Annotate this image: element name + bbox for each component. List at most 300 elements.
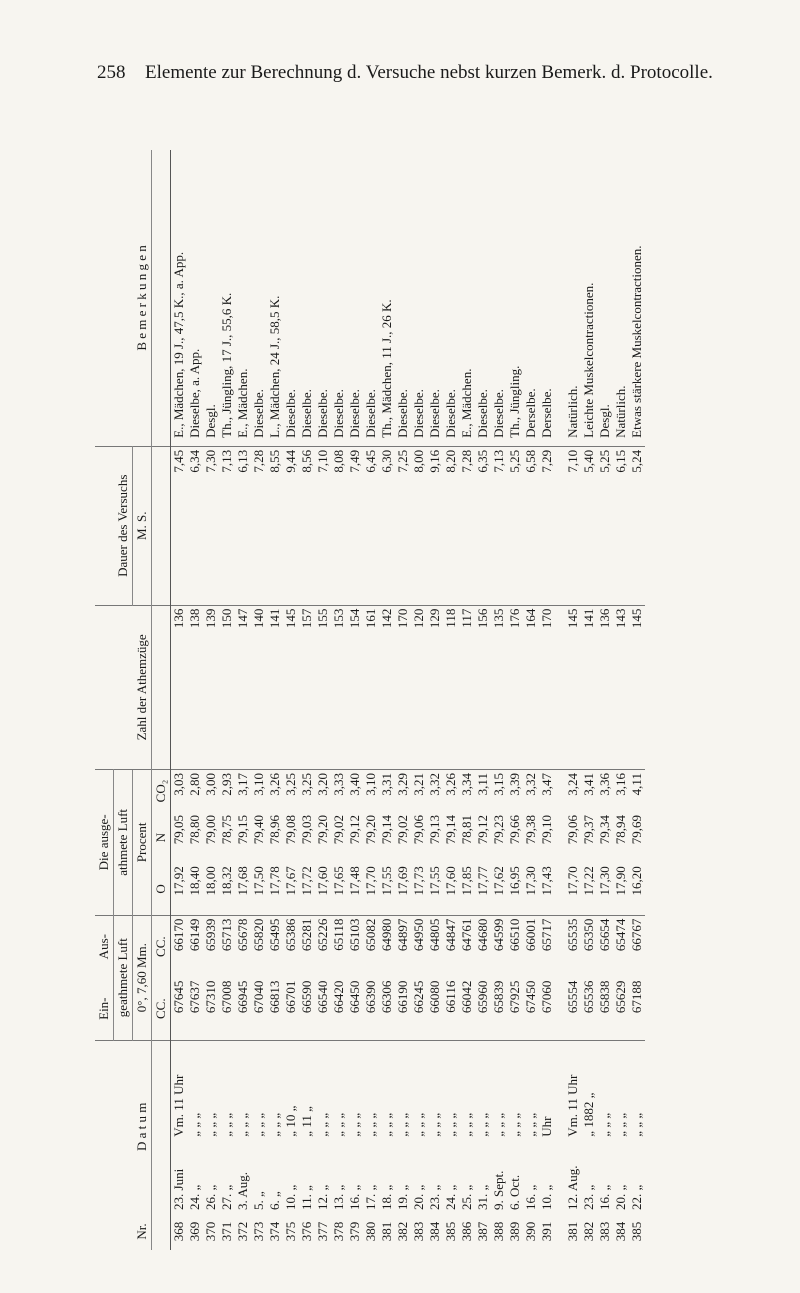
cell-dauer: 7,13 bbox=[219, 446, 235, 605]
cell-ein: 65629 bbox=[613, 978, 629, 1041]
cell-time: Uhr bbox=[539, 1116, 554, 1137]
cell-o: 17,55 bbox=[379, 863, 395, 915]
cell-n: 78,94 bbox=[613, 815, 628, 845]
cell-dauer: 7,28 bbox=[459, 446, 475, 605]
cell-o: 17,92 bbox=[171, 863, 188, 915]
cell-date bbox=[555, 1140, 565, 1213]
cell-nr: 389 bbox=[507, 1221, 522, 1242]
cell-dauer: 7,49 bbox=[347, 446, 363, 605]
cell-remark: Dieselbe. bbox=[475, 150, 491, 446]
cell-ein: 66190 bbox=[395, 978, 411, 1041]
cell-zahl: 153 bbox=[331, 605, 347, 769]
cell-date: 11. „ bbox=[299, 1185, 314, 1210]
cell-aus: 65654 bbox=[597, 918, 612, 952]
cell-date: 23. „ bbox=[427, 1184, 442, 1210]
cell-aus: 65678 bbox=[235, 918, 250, 952]
cell-n: 79,02 bbox=[331, 815, 346, 845]
cell-co2: 3,31 bbox=[379, 773, 394, 796]
cell-zahl: 145 bbox=[565, 605, 581, 769]
cell-remark: Dieselbe. bbox=[427, 150, 443, 446]
cell-date: 18. „ bbox=[379, 1184, 394, 1210]
cell-ein: 67060 bbox=[539, 978, 555, 1041]
cell-zahl: 118 bbox=[443, 605, 459, 769]
cell-zahl: 117 bbox=[459, 605, 475, 769]
cell-remark: Derselbe. bbox=[539, 150, 555, 446]
cell-ein: 65536 bbox=[581, 978, 597, 1041]
table-row bbox=[347, 150, 363, 1250]
cell-ein: 66390 bbox=[363, 978, 379, 1041]
cell-o: 17,60 bbox=[443, 863, 459, 915]
cell-remark: Leichte Muskelcontractionen. bbox=[581, 150, 597, 446]
cell-remark: Dieselbe. bbox=[395, 150, 411, 446]
cell-nr: 369 bbox=[187, 1221, 202, 1242]
cell-n: 79,15 bbox=[235, 815, 250, 845]
cell-n: 79,00 bbox=[203, 815, 218, 845]
cell-zahl: 157 bbox=[299, 605, 315, 769]
cell-o: 17,67 bbox=[283, 863, 299, 915]
col-zahl: Zahl der Athemzüge bbox=[95, 605, 152, 769]
cell-aus: 65118 bbox=[331, 918, 346, 951]
cell-date: 10. „ bbox=[283, 1184, 298, 1210]
cell-zahl: 140 bbox=[251, 605, 267, 769]
cell-aus: 65226 bbox=[315, 918, 330, 952]
col-athmete-luft: athmete Luft bbox=[114, 770, 133, 916]
cell-zahl: 138 bbox=[187, 605, 203, 769]
col-n: N bbox=[152, 812, 171, 863]
cell-nr: 374 bbox=[267, 1221, 282, 1242]
cell-n: 79,08 bbox=[283, 815, 298, 845]
cell-o: 17,70 bbox=[565, 863, 581, 915]
cell-dauer: 7,25 bbox=[395, 446, 411, 605]
cell-o bbox=[555, 863, 565, 915]
cell-ein: 67188 bbox=[629, 978, 645, 1041]
cell-dauer: 5,40 bbox=[581, 446, 597, 605]
page-number: 258 bbox=[97, 62, 126, 83]
table-row bbox=[597, 150, 613, 1250]
cell-date: 17. „ bbox=[363, 1184, 378, 1210]
cell-aus: 64761 bbox=[459, 918, 474, 952]
cell-nr: 373 bbox=[251, 1221, 266, 1242]
cell-time: „ „ „ bbox=[267, 1112, 282, 1137]
col-geathmete-luft: geathmete Luft bbox=[114, 915, 133, 1040]
cell-n bbox=[555, 812, 565, 863]
cell-dauer: 6,58 bbox=[523, 446, 539, 605]
col-ein: Ein- bbox=[95, 978, 114, 1041]
cell-nr: 372 bbox=[235, 1221, 250, 1242]
cell-co2: 3,36 bbox=[597, 773, 612, 796]
cell-dauer: 7,10 bbox=[315, 446, 331, 605]
cell-aus: 66149 bbox=[187, 918, 202, 952]
cell-aus: 65082 bbox=[363, 918, 378, 952]
cell-o: 17,65 bbox=[331, 863, 347, 915]
cell-date: 26. „ bbox=[203, 1184, 218, 1210]
cell-n: 79,14 bbox=[379, 815, 394, 845]
cell-time: „ 10 „ bbox=[283, 1105, 298, 1137]
cell-nr: 387 bbox=[475, 1221, 490, 1242]
cell-co2: 3,26 bbox=[267, 773, 282, 796]
cell-aus: 65103 bbox=[347, 918, 362, 952]
cell-aus: 64680 bbox=[475, 918, 490, 952]
cell-aus: 65281 bbox=[299, 918, 314, 952]
cell-o: 17,50 bbox=[251, 863, 267, 915]
cell-n: 79,37 bbox=[581, 815, 596, 845]
cell-time: „ „ „ bbox=[235, 1112, 250, 1137]
page-header bbox=[0, 62, 800, 94]
table-row bbox=[171, 150, 188, 1250]
table-row bbox=[363, 150, 379, 1250]
cell-n: 78,80 bbox=[187, 815, 202, 845]
cell-co2: 3,40 bbox=[347, 773, 362, 796]
cell-zahl: 161 bbox=[363, 605, 379, 769]
cell-zahl: 143 bbox=[613, 605, 629, 769]
cell-time: „ „ „ bbox=[475, 1112, 490, 1137]
cell-zahl: 170 bbox=[395, 605, 411, 769]
cell-time: „ „ „ bbox=[597, 1112, 612, 1137]
running-title: Elemente zur Berechnung d. Versuche nebst kurzen Bemerk. d. Protocolle. bbox=[145, 62, 713, 83]
cell-time: „ „ „ bbox=[507, 1112, 522, 1137]
cell-co2: 3,32 bbox=[523, 773, 538, 796]
cell-dauer: 7,30 bbox=[203, 446, 219, 605]
table-row bbox=[539, 150, 555, 1250]
cell-remark: Desgl. bbox=[203, 150, 219, 446]
cell-remark: Dieselbe, a. App. bbox=[187, 150, 203, 446]
cell-o: 17,22 bbox=[581, 863, 597, 915]
cell-nr: 390 bbox=[523, 1221, 538, 1242]
cell-zahl: 164 bbox=[523, 605, 539, 769]
cell-nr: 370 bbox=[203, 1221, 218, 1242]
cell-co2: 3,17 bbox=[235, 773, 250, 796]
cell-remark: Th., Mädchen, 11 J., 26 K. bbox=[379, 150, 395, 446]
cell-date: 16. „ bbox=[597, 1184, 612, 1210]
table-row bbox=[629, 150, 645, 1250]
cell-dauer: 8,55 bbox=[267, 446, 283, 605]
col-cc-ein: CC. bbox=[152, 978, 171, 1041]
cell-o: 17,62 bbox=[491, 863, 507, 915]
cell-o: 17,43 bbox=[539, 863, 555, 915]
cell-zahl: 155 bbox=[315, 605, 331, 769]
cell-n: 79,10 bbox=[539, 815, 554, 845]
cell-nr: 379 bbox=[347, 1221, 362, 1242]
cell-ein bbox=[555, 978, 565, 1041]
cell-nr: 381 bbox=[379, 1221, 394, 1242]
cell-dauer: 6,45 bbox=[363, 446, 379, 605]
cell-aus bbox=[555, 915, 565, 978]
cell-nr: 383 bbox=[597, 1221, 612, 1242]
cell-nr: 376 bbox=[299, 1221, 314, 1242]
cell-time bbox=[555, 1040, 565, 1140]
cell-nr: 384 bbox=[427, 1221, 442, 1242]
cell-aus: 66510 bbox=[507, 918, 522, 952]
cell-ein: 66306 bbox=[379, 978, 395, 1041]
cell-date: 23. Juni bbox=[171, 1168, 186, 1210]
cell-zahl: 145 bbox=[283, 605, 299, 769]
cell-nr: 368 bbox=[171, 1221, 186, 1242]
cell-co2: 3,10 bbox=[251, 773, 266, 796]
cell-zahl: 141 bbox=[581, 605, 597, 769]
cell-co2: 3,47 bbox=[539, 773, 554, 796]
col-die-ausgeathmete: Die ausge- bbox=[95, 770, 114, 916]
cell-nr: 382 bbox=[581, 1221, 596, 1242]
cell-o: 18,32 bbox=[219, 863, 235, 915]
cell-o: 18,40 bbox=[187, 863, 203, 915]
cell-time: „ „ „ bbox=[347, 1112, 362, 1137]
cell-date: 12. „ bbox=[315, 1184, 330, 1210]
cell-aus: 65535 bbox=[565, 918, 580, 952]
cell-date: 24. „ bbox=[443, 1184, 458, 1210]
cell-ein: 66540 bbox=[315, 978, 331, 1041]
cell-date: 12. Aug. bbox=[565, 1165, 580, 1210]
cell-co2: 3,32 bbox=[427, 773, 442, 796]
cell-date: 23. „ bbox=[581, 1184, 596, 1210]
cell-o: 17,55 bbox=[427, 863, 443, 915]
cell-time: „ „ „ bbox=[331, 1112, 346, 1137]
col-temp: 0°, 7,60 Mm. bbox=[133, 915, 152, 1040]
cell-n: 79,13 bbox=[427, 815, 442, 845]
col-datum: D a t u m bbox=[95, 1040, 152, 1213]
cell-nr: 385 bbox=[443, 1221, 458, 1242]
cell-time: „ „ „ bbox=[203, 1112, 218, 1137]
cell-time: „ „ „ bbox=[491, 1112, 506, 1137]
cell-n: 78,75 bbox=[219, 815, 234, 845]
table-row bbox=[581, 150, 597, 1250]
cell-time: „ „ „ bbox=[251, 1112, 266, 1137]
cell-remark: Dieselbe. bbox=[411, 150, 427, 446]
cell-zahl: 150 bbox=[219, 605, 235, 769]
cell-remark: E., Mädchen, 19 J., 47,5 K., a. App. bbox=[171, 150, 188, 446]
cell-zahl: 135 bbox=[491, 605, 507, 769]
cell-co2: 3,34 bbox=[459, 773, 474, 796]
cell-n: 79,23 bbox=[491, 815, 506, 845]
cell-o: 16,95 bbox=[507, 863, 523, 915]
cell-n: 78,96 bbox=[267, 815, 282, 845]
cell-aus: 65939 bbox=[203, 918, 218, 952]
cell-date: 19. „ bbox=[395, 1184, 410, 1210]
cell-o: 17,30 bbox=[597, 863, 613, 915]
cell-ein: 65960 bbox=[475, 978, 491, 1041]
cell-co2: 3,26 bbox=[443, 773, 458, 796]
cell-aus: 66170 bbox=[171, 918, 186, 952]
cell-n: 79,38 bbox=[523, 815, 538, 845]
table-row bbox=[315, 150, 331, 1250]
cell-ein: 65838 bbox=[597, 978, 613, 1041]
cell-aus: 65350 bbox=[581, 918, 596, 952]
cell-time: „ „ „ bbox=[443, 1112, 458, 1137]
cell-aus: 64980 bbox=[379, 918, 394, 952]
cell-remark: Dieselbe. bbox=[283, 150, 299, 446]
cell-time: „ 11 „ bbox=[299, 1106, 314, 1137]
cell-time: „ „ „ bbox=[629, 1112, 644, 1137]
table-row bbox=[219, 150, 235, 1250]
cell-n: 79,03 bbox=[299, 815, 314, 845]
cell-time: „ „ „ bbox=[411, 1112, 426, 1137]
cell-date: 3. Aug. bbox=[235, 1172, 250, 1210]
cell-n: 78,81 bbox=[459, 815, 474, 845]
table-row bbox=[331, 150, 347, 1250]
table-row bbox=[507, 150, 523, 1250]
cell-ein: 67925 bbox=[507, 978, 523, 1041]
cell-time: „ „ „ bbox=[219, 1112, 234, 1137]
cell-remark: Natürlich. bbox=[613, 150, 629, 446]
cell-aus: 66001 bbox=[523, 918, 538, 952]
cell-ein: 66813 bbox=[267, 978, 283, 1041]
cell-ein: 67040 bbox=[251, 978, 267, 1041]
cell-ein: 67008 bbox=[219, 978, 235, 1041]
cell-dauer: 8,00 bbox=[411, 446, 427, 605]
cell-zahl: 147 bbox=[235, 605, 251, 769]
table-row bbox=[411, 150, 427, 1250]
cell-aus: 64599 bbox=[491, 918, 506, 952]
cell-date: 20. „ bbox=[411, 1184, 426, 1210]
cell-co2: 3,29 bbox=[395, 773, 410, 796]
cell-remark bbox=[555, 150, 565, 446]
cell-co2: 3,00 bbox=[203, 773, 218, 796]
table-row bbox=[203, 150, 219, 1250]
cell-o: 17,72 bbox=[299, 863, 315, 915]
cell-date: 25. „ bbox=[459, 1184, 474, 1210]
cell-date: 24. „ bbox=[187, 1184, 202, 1210]
cell-co2: 2,80 bbox=[187, 773, 202, 796]
table-row bbox=[395, 150, 411, 1250]
cell-date: 16. „ bbox=[347, 1184, 362, 1210]
cell-nr: 375 bbox=[283, 1221, 298, 1242]
cell-ein: 66450 bbox=[347, 978, 363, 1041]
cell-date: 20. „ bbox=[613, 1184, 628, 1210]
cell-o: 17,68 bbox=[235, 863, 251, 915]
cell-zahl: 129 bbox=[427, 605, 443, 769]
cell-remark: Desgl. bbox=[597, 150, 613, 446]
cell-n: 79,06 bbox=[411, 815, 426, 845]
cell-zahl: 136 bbox=[597, 605, 613, 769]
cell-co2: 3,21 bbox=[411, 773, 426, 796]
cell-nr: 382 bbox=[395, 1221, 410, 1242]
col-procent: Procent bbox=[133, 770, 152, 916]
cell-nr: 378 bbox=[331, 1221, 346, 1242]
cell-date: 27. „ bbox=[219, 1184, 234, 1210]
cell-nr: 381 bbox=[565, 1221, 580, 1242]
cell-co2: 3,11 bbox=[475, 773, 490, 796]
cell-time: „ „ „ bbox=[613, 1112, 628, 1137]
cell-zahl: 139 bbox=[203, 605, 219, 769]
cell-n: 79,66 bbox=[507, 815, 522, 845]
cell-co2: 3,15 bbox=[491, 773, 506, 796]
cell-time: „ „ „ bbox=[379, 1112, 394, 1137]
cell-co2: 3,33 bbox=[331, 773, 346, 796]
cell-n: 79,20 bbox=[315, 815, 330, 845]
col-bemerkungen: B e m e r k u n g e n bbox=[95, 150, 152, 446]
cell-aus: 64897 bbox=[395, 918, 410, 952]
cell-dauer: 9,44 bbox=[283, 446, 299, 605]
cell-co2: 3,41 bbox=[581, 773, 596, 796]
cell-ein: 66945 bbox=[235, 978, 251, 1041]
cell-co2: 3,39 bbox=[507, 773, 522, 796]
cell-date: 16. „ bbox=[523, 1184, 538, 1210]
cell-aus: 65474 bbox=[613, 918, 628, 952]
cell-date: 10. „ bbox=[539, 1184, 554, 1210]
cell-ein: 65839 bbox=[491, 978, 507, 1041]
col-cc-aus: CC. bbox=[152, 915, 171, 978]
cell-o: 17,69 bbox=[395, 863, 411, 915]
rotated-table bbox=[95, 150, 730, 1250]
table-row bbox=[427, 150, 443, 1250]
cell-co2: 3,16 bbox=[613, 773, 628, 796]
cell-aus: 65820 bbox=[251, 918, 266, 952]
cell-o: 17,70 bbox=[363, 863, 379, 915]
table-row bbox=[267, 150, 283, 1250]
cell-zahl: 170 bbox=[539, 605, 555, 769]
cell-time: „ „ „ bbox=[459, 1112, 474, 1137]
cell-zahl: 136 bbox=[171, 605, 188, 769]
cell-o: 17,85 bbox=[459, 863, 475, 915]
cell-dauer: 7,28 bbox=[251, 446, 267, 605]
table-row bbox=[555, 150, 565, 1250]
cell-remark: Dieselbe. bbox=[251, 150, 267, 446]
cell-remark: E., Mädchen. bbox=[459, 150, 475, 446]
col-dauer: Dauer des Versuchs bbox=[95, 446, 133, 605]
cell-o: 17,90 bbox=[613, 863, 629, 915]
cell-zahl: 176 bbox=[507, 605, 523, 769]
cell-date: 6. „ bbox=[267, 1191, 282, 1210]
col-ms: M. S. bbox=[133, 446, 152, 605]
cell-co2: 3,25 bbox=[299, 773, 314, 796]
table-row bbox=[613, 150, 629, 1250]
cell-ein: 66245 bbox=[411, 978, 427, 1041]
cell-dauer: 6,35 bbox=[475, 446, 491, 605]
cell-nr: 388 bbox=[491, 1221, 506, 1242]
cell-dauer: 8,08 bbox=[331, 446, 347, 605]
cell-nr: 385 bbox=[629, 1221, 644, 1242]
cell-co2: 3,20 bbox=[315, 773, 330, 796]
cell-time: „ „ „ bbox=[427, 1112, 442, 1137]
cell-dauer: 8,56 bbox=[299, 446, 315, 605]
cell-ein: 67450 bbox=[523, 978, 539, 1041]
table-row bbox=[565, 150, 581, 1250]
cell-co2 bbox=[555, 770, 565, 812]
cell-n: 79,14 bbox=[443, 815, 458, 845]
cell-remark: Th., Jüngling, 17 J., 55,6 K. bbox=[219, 150, 235, 446]
cell-dauer: 6,34 bbox=[187, 446, 203, 605]
cell-dauer: 5,25 bbox=[507, 446, 523, 605]
cell-remark: Dieselbe. bbox=[347, 150, 363, 446]
cell-dauer: 7,45 bbox=[171, 446, 188, 605]
cell-dauer: 6,15 bbox=[613, 446, 629, 605]
cell-date: 13. „ bbox=[331, 1184, 346, 1210]
cell-time: Vm. 11 Uhr bbox=[171, 1074, 186, 1137]
cell-ein: 66080 bbox=[427, 978, 443, 1041]
cell-remark: Dieselbe. bbox=[363, 150, 379, 446]
cell-ein: 66701 bbox=[283, 978, 299, 1041]
cell-time: Vm. 11 Uhr bbox=[565, 1074, 580, 1137]
cell-ein: 66116 bbox=[443, 978, 459, 1041]
cell-date: 5. „ bbox=[251, 1191, 266, 1210]
cell-zahl: 156 bbox=[475, 605, 491, 769]
cell-dauer bbox=[555, 446, 565, 605]
cell-n: 79,69 bbox=[629, 815, 644, 845]
cell-nr: 383 bbox=[411, 1221, 426, 1242]
cell-zahl: 142 bbox=[379, 605, 395, 769]
table-row bbox=[187, 150, 203, 1250]
cell-date: 22. „ bbox=[629, 1184, 644, 1210]
cell-remark: Dieselbe. bbox=[443, 150, 459, 446]
cell-remark: Derselbe. bbox=[523, 150, 539, 446]
cell-aus: 65717 bbox=[539, 918, 554, 952]
cell-date: 6. Oct. bbox=[507, 1174, 522, 1210]
table-row bbox=[475, 150, 491, 1250]
cell-co2: 4,11 bbox=[629, 773, 644, 796]
cell-nr bbox=[555, 1213, 565, 1250]
cell-ein: 67637 bbox=[187, 978, 203, 1041]
cell-n: 79,06 bbox=[565, 815, 580, 845]
cell-nr: 371 bbox=[219, 1221, 234, 1242]
